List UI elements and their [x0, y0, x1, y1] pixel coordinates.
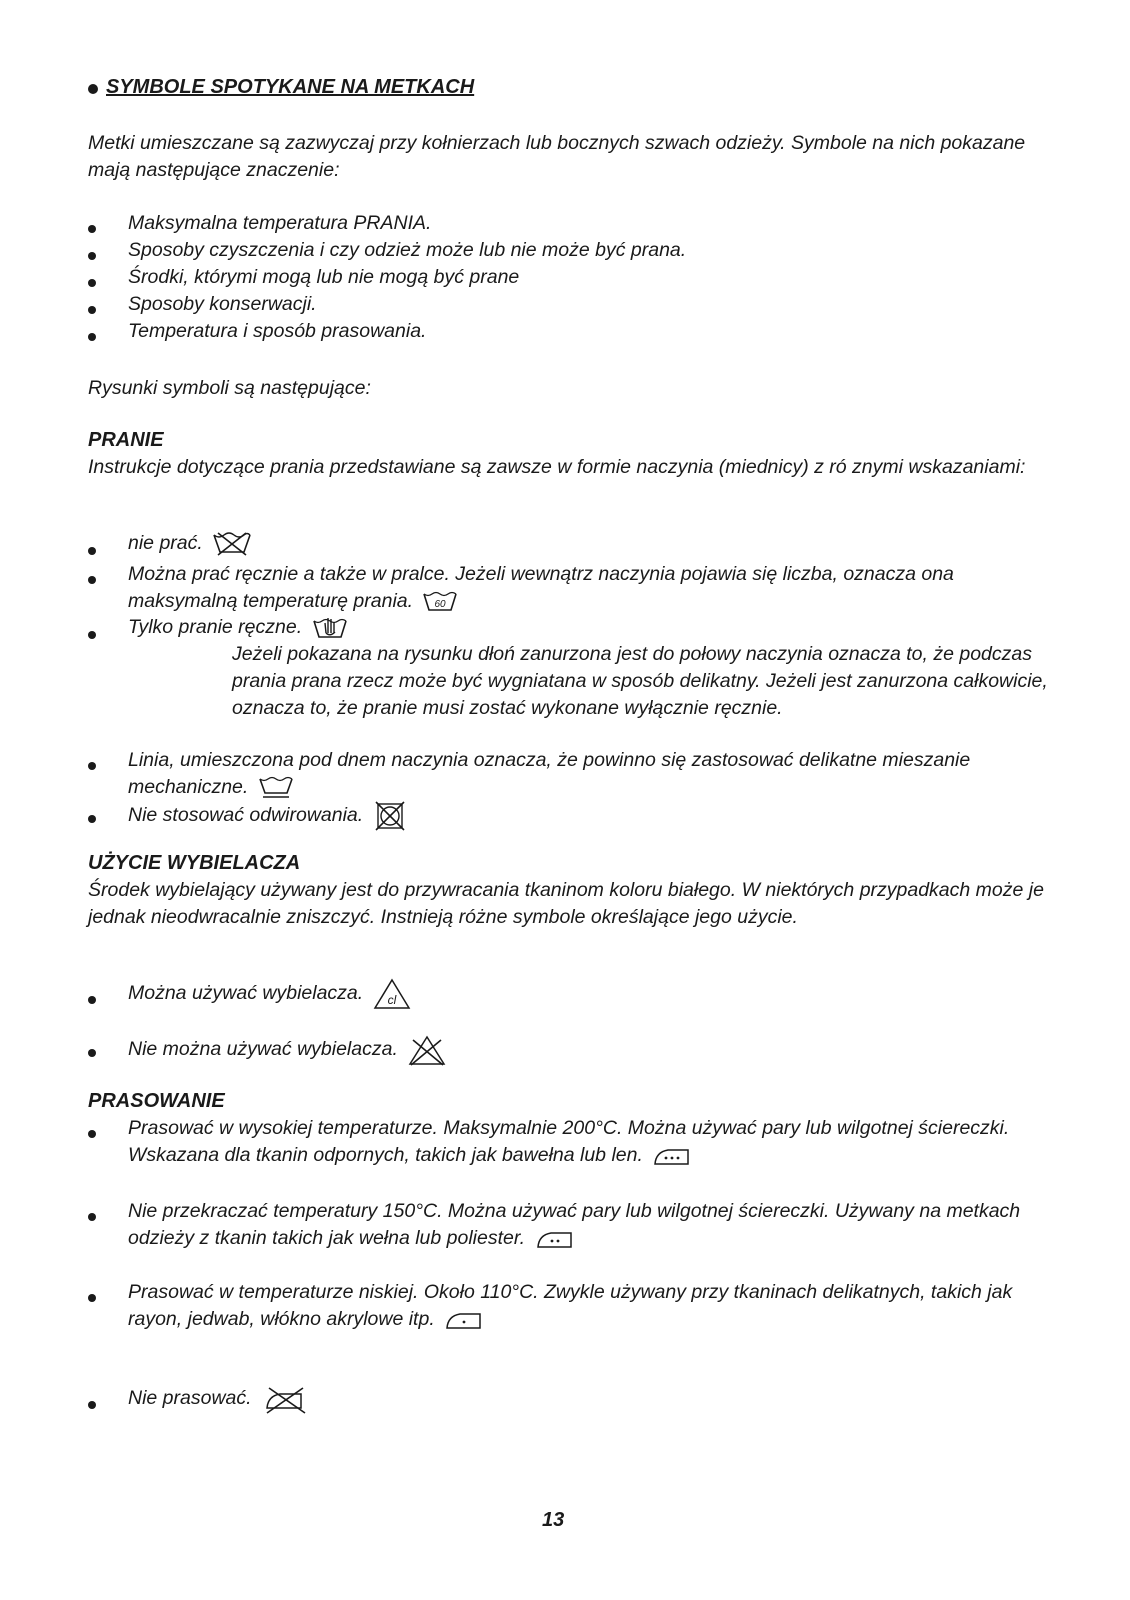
bleach-allowed-icon: [373, 978, 411, 1010]
ironing-item-none: [128, 1384, 1060, 1414]
no-tumble-dry-icon: [373, 800, 407, 832]
ironing-item-high: [128, 1115, 1060, 1169]
bullet-icon: [88, 815, 96, 823]
page-number: 13: [542, 1509, 565, 1531]
wash-item-text: Tylko pranie ręczne.: [128, 616, 303, 638]
wash-item-text: Można prać ręcznie a także w pralce. Jeżeli wewnątrz naczynia pojawia się liczba, oznacza ona maksymalną temperaturę prania.: [128, 563, 954, 612]
iron-high-icon: [652, 1144, 692, 1168]
symbols-intro: Rysunki symboli są następujące:: [88, 377, 371, 399]
bullet-icon: [88, 225, 96, 233]
wash-item-text: Linia, umieszczona pod dnem naczynia oznacza, że powinno się zastosować delikatne mieszanie mechaniczne.: [128, 749, 971, 798]
bullet-icon: [88, 1049, 96, 1057]
bleach-title: UŻYCIE WYBIELACZA: [88, 852, 301, 874]
ironing-item-text: Nie prasować.: [128, 1387, 252, 1410]
wash-item-no-wash: [128, 530, 1060, 557]
bullet-icon: [88, 279, 96, 287]
ironing-item-text: Prasować w temperaturze niskiej. Około 110°C. Zwykle używany przy tkaninach delikatnych, takich jak rayon, jedwab, włókno akrylowe itp.: [128, 1281, 1013, 1330]
bullet-icon: [88, 1213, 96, 1221]
bullet-icon: [88, 1294, 96, 1302]
no-bleach-icon: [407, 1034, 447, 1066]
list-item: Sposoby czyszczenia i czy odzież może lub nie może być prana.: [128, 239, 687, 261]
wash-item-text: nie prać.: [128, 532, 203, 554]
wash-item-hand: [128, 614, 1060, 641]
wash-item-text: Nie stosować odwirowania.: [128, 804, 364, 827]
wash-60-icon: [422, 590, 458, 614]
bullet-icon: [88, 1130, 96, 1138]
iron-low-icon: [444, 1308, 484, 1332]
bullet-icon: [88, 996, 96, 1004]
list-item: Temperatura i sposób prasowania.: [128, 320, 427, 342]
iron-medium-icon: [535, 1227, 575, 1251]
bullet-icon: [88, 252, 96, 260]
bleach-item-allowed: [128, 978, 1060, 1010]
bullet-icon: [88, 576, 96, 584]
ironing-item-medium: [128, 1198, 1060, 1252]
bleach-item-text: Można używać wybielacza.: [128, 982, 364, 1005]
list-item: Maksymalna temperatura PRANIA.: [128, 212, 432, 234]
page-heading: SYMBOLE SPOTYKANE NA METKACH: [106, 76, 475, 98]
bleach-description: Środek wybielający używany jest do przywracania tkaninom koloru białego. W niektórych przypadkach może je jednak nieodwracalnie zniszczyć. Instnieją różne symbole określające jego użycie.: [88, 879, 1044, 928]
washing-title: PRANIE: [88, 429, 164, 451]
gentle-wash-icon: [258, 776, 294, 800]
hand-wash-note: Jeżeli pokazana na rysunku dłoń zanurzona jest do połowy naczynia oznacza to, że podczas prania prana rzecz może być wygniatana w sposób delikatny. Jeżeli jest zanurzona całkowicie, oznacza to, że pranie musi zostać wykonane wyłącznie ręcznie.: [232, 643, 1048, 719]
ironing-title: PRASOWANIE: [88, 1090, 225, 1112]
heading-bullet-icon: [88, 84, 98, 94]
wash-item-no-spin: [128, 800, 1060, 832]
ironing-item-text: Nie przekraczać temperatury 150°C. Można używać pary lub wilgotnej ściereczki. Używany na metkach odzieży z tkanin takich jak wełna lub poliester.: [128, 1200, 1021, 1249]
bullet-icon: [88, 1401, 96, 1409]
bullet-icon: [88, 762, 96, 770]
list-item: Środki, którymi mogą lub nie mogą być prane: [128, 266, 520, 288]
bleach-item-forbidden: [128, 1034, 1060, 1066]
wash-item-gentle: [128, 747, 1060, 801]
hand-wash-icon: [312, 615, 348, 641]
bleach-item-text: Nie można używać wybielacza.: [128, 1038, 398, 1061]
heading-row: [88, 76, 474, 99]
list-item: Sposoby konserwacji.: [128, 293, 317, 315]
bullet-icon: [88, 631, 96, 639]
ironing-item-text: Prasować w wysokiej temperaturze. Maksymalnie 200°C. Można używać pary lub wilgotnej ściereczki. Wskazana dla tkanin odpornych, takich jak bawełna lub len.: [128, 1117, 1010, 1166]
no-wash-icon: [212, 531, 252, 557]
ironing-item-low: [128, 1279, 1060, 1333]
bullet-icon: [88, 306, 96, 314]
bleach-cl-label: cl: [387, 993, 396, 1007]
bullet-icon: [88, 547, 96, 555]
wash-item-temperature: [128, 561, 1060, 615]
bullet-icon: [88, 333, 96, 341]
wash-temp-label: 60: [434, 598, 447, 610]
washing-description: Instrukcje dotyczące prania przedstawiane są zawsze w formie naczynia (miednicy) z ró znymi wskazaniami:: [88, 456, 1026, 478]
intro-paragraph: Metki umieszczane są zazwyczaj przy kołnierzach lub bocznych szwach odzieży. Symbole na nich pokazane mają następujące znaczenie:: [88, 132, 1026, 181]
no-iron-icon: [261, 1384, 309, 1414]
